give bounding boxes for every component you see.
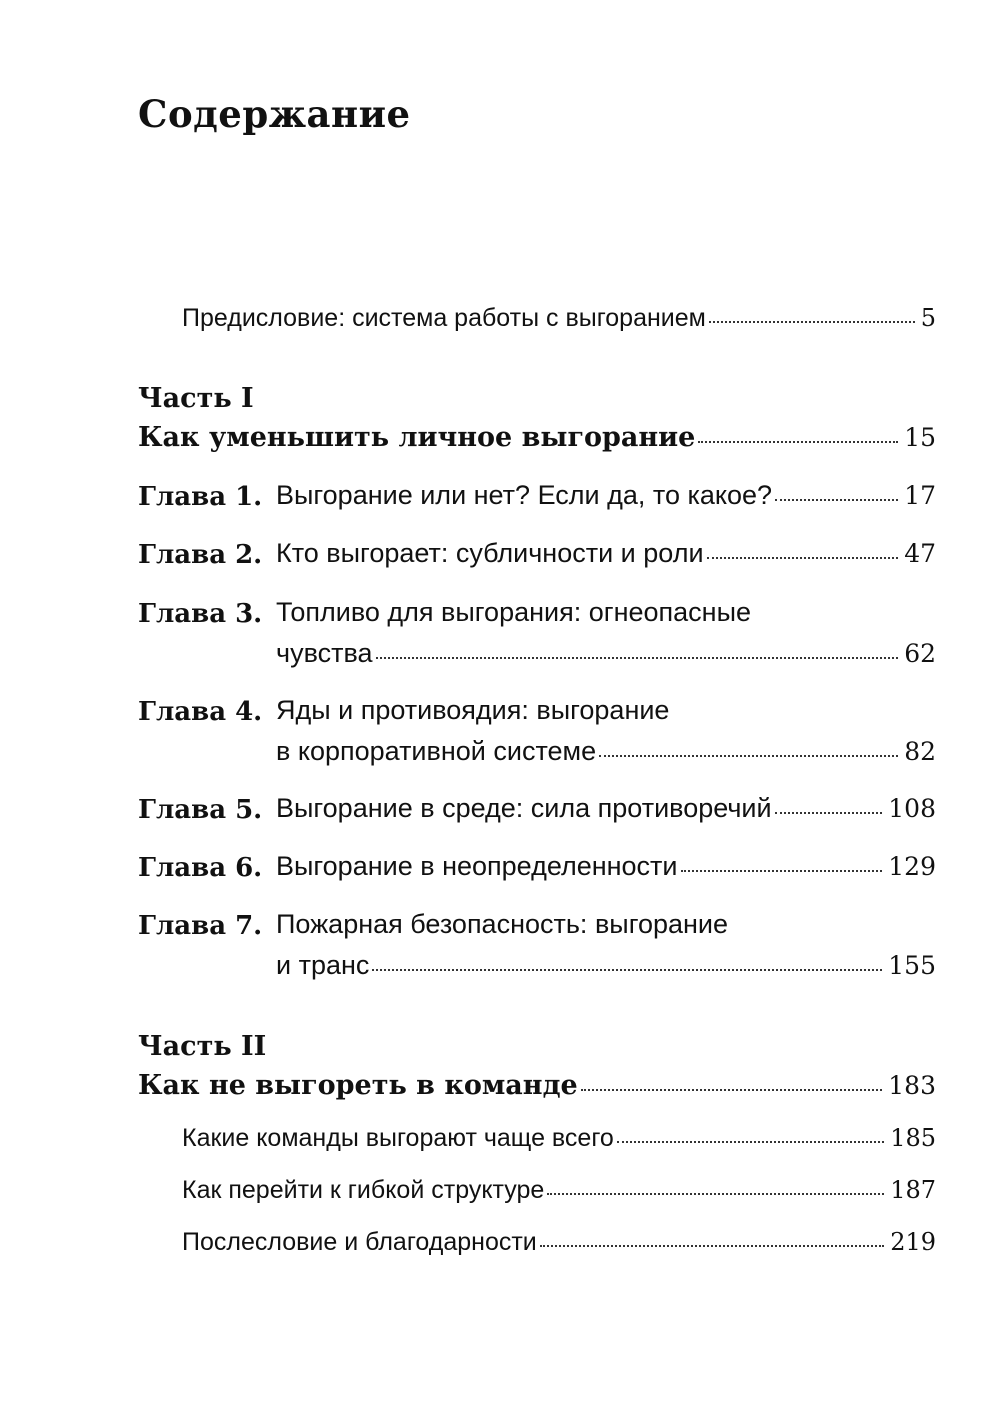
toc-page-number: 129 [888, 852, 936, 881]
toc-page-number: 108 [888, 794, 936, 823]
chapter-1-label: Глава 1. [138, 482, 263, 512]
dot-leader [376, 657, 899, 659]
dot-leader [775, 812, 883, 814]
toc-entry-title: чувства [276, 638, 373, 668]
toc-entry-title: в корпоративной системе [276, 736, 597, 766]
toc-entry-title: Выгорание в неопределенности [276, 851, 678, 881]
toc-page-number: 183 [888, 1071, 936, 1100]
chapter-7-label: Глава 7. [138, 911, 263, 941]
dot-leader [709, 321, 915, 323]
toc-entry-title: Выгорание или нет? Если да, то какое? [276, 480, 773, 510]
toc-entry-title: Послесловие и благодарности [182, 1228, 537, 1256]
dot-leader [581, 1089, 883, 1091]
toc-entry-chapter-6[interactable] [276, 851, 936, 882]
chapter-4-title-line1: Яды и противоядия: выгорание [276, 695, 670, 725]
toc-entry-section-2[interactable] [182, 1176, 936, 1205]
toc-page-number: 82 [904, 737, 936, 766]
dot-leader [540, 1245, 884, 1247]
page-title: Содержание [138, 92, 411, 136]
dot-leader [372, 969, 882, 971]
toc-entry-part-1[interactable] [138, 422, 936, 453]
dot-leader [599, 755, 898, 757]
toc-entry-title: Предисловие: система работы с выгоранием [182, 304, 706, 332]
toc-page-number: 187 [890, 1176, 936, 1204]
toc-entry-title: Как не выгореть в команде [138, 1070, 578, 1101]
toc-entry-afterword[interactable] [182, 1228, 936, 1257]
chapter-3-title-line1: Топливо для выгорания: огнеопасные [276, 597, 751, 627]
dot-leader [617, 1141, 884, 1143]
toc-page-number: 219 [890, 1228, 936, 1256]
toc-entry-chapter-2[interactable] [276, 538, 936, 569]
part-1-label: Часть I [138, 383, 254, 414]
toc-entry-chapter-3[interactable] [276, 638, 936, 669]
toc-entry-title: Какие команды выгорают чаще всего [182, 1124, 614, 1152]
dot-leader [547, 1193, 884, 1195]
toc-page-number: 15 [904, 423, 936, 452]
toc-entry-title: Как уменьшить личное выгорание [138, 422, 696, 453]
chapter-7-title-line1: Пожарная безопасность: выгорание [276, 909, 728, 939]
toc-entry-title: Выгорание в среде: сила противоречий [276, 793, 772, 823]
chapter-6-label: Глава 6. [138, 853, 263, 883]
toc-entry-title: Как перейти к гибкой структуре [182, 1176, 545, 1204]
toc-entry-title: Кто выгорает: субличности и роли [276, 538, 704, 568]
chapter-5-label: Глава 5. [138, 795, 263, 825]
toc-entry-chapter-7[interactable] [276, 950, 936, 981]
chapter-3-label: Глава 3. [138, 599, 263, 629]
toc-entry-chapter-5[interactable] [276, 793, 936, 824]
toc-entry-section-1[interactable] [182, 1124, 936, 1153]
chapter-4-label: Глава 4. [138, 697, 263, 727]
toc-page-number: 5 [920, 304, 936, 332]
chapter-2-label: Глава 2. [138, 540, 263, 570]
toc-page-number: 17 [904, 481, 936, 510]
dot-leader [707, 557, 899, 559]
toc-page-number: 47 [904, 539, 936, 568]
dot-leader [681, 870, 883, 872]
toc-entry-part-2[interactable] [138, 1070, 936, 1101]
toc-page-number: 185 [890, 1124, 936, 1152]
dot-leader [698, 441, 898, 443]
toc-entry-chapter-1[interactable] [276, 480, 936, 511]
toc-page-number: 62 [904, 639, 936, 668]
dot-leader [775, 499, 898, 501]
part-2-label: Часть II [138, 1031, 267, 1062]
toc-entry-title: и транс [276, 950, 370, 980]
toc-page-number: 155 [888, 951, 936, 980]
toc-entry-preface[interactable] [182, 304, 936, 333]
toc-entry-chapter-4[interactable] [276, 736, 936, 767]
